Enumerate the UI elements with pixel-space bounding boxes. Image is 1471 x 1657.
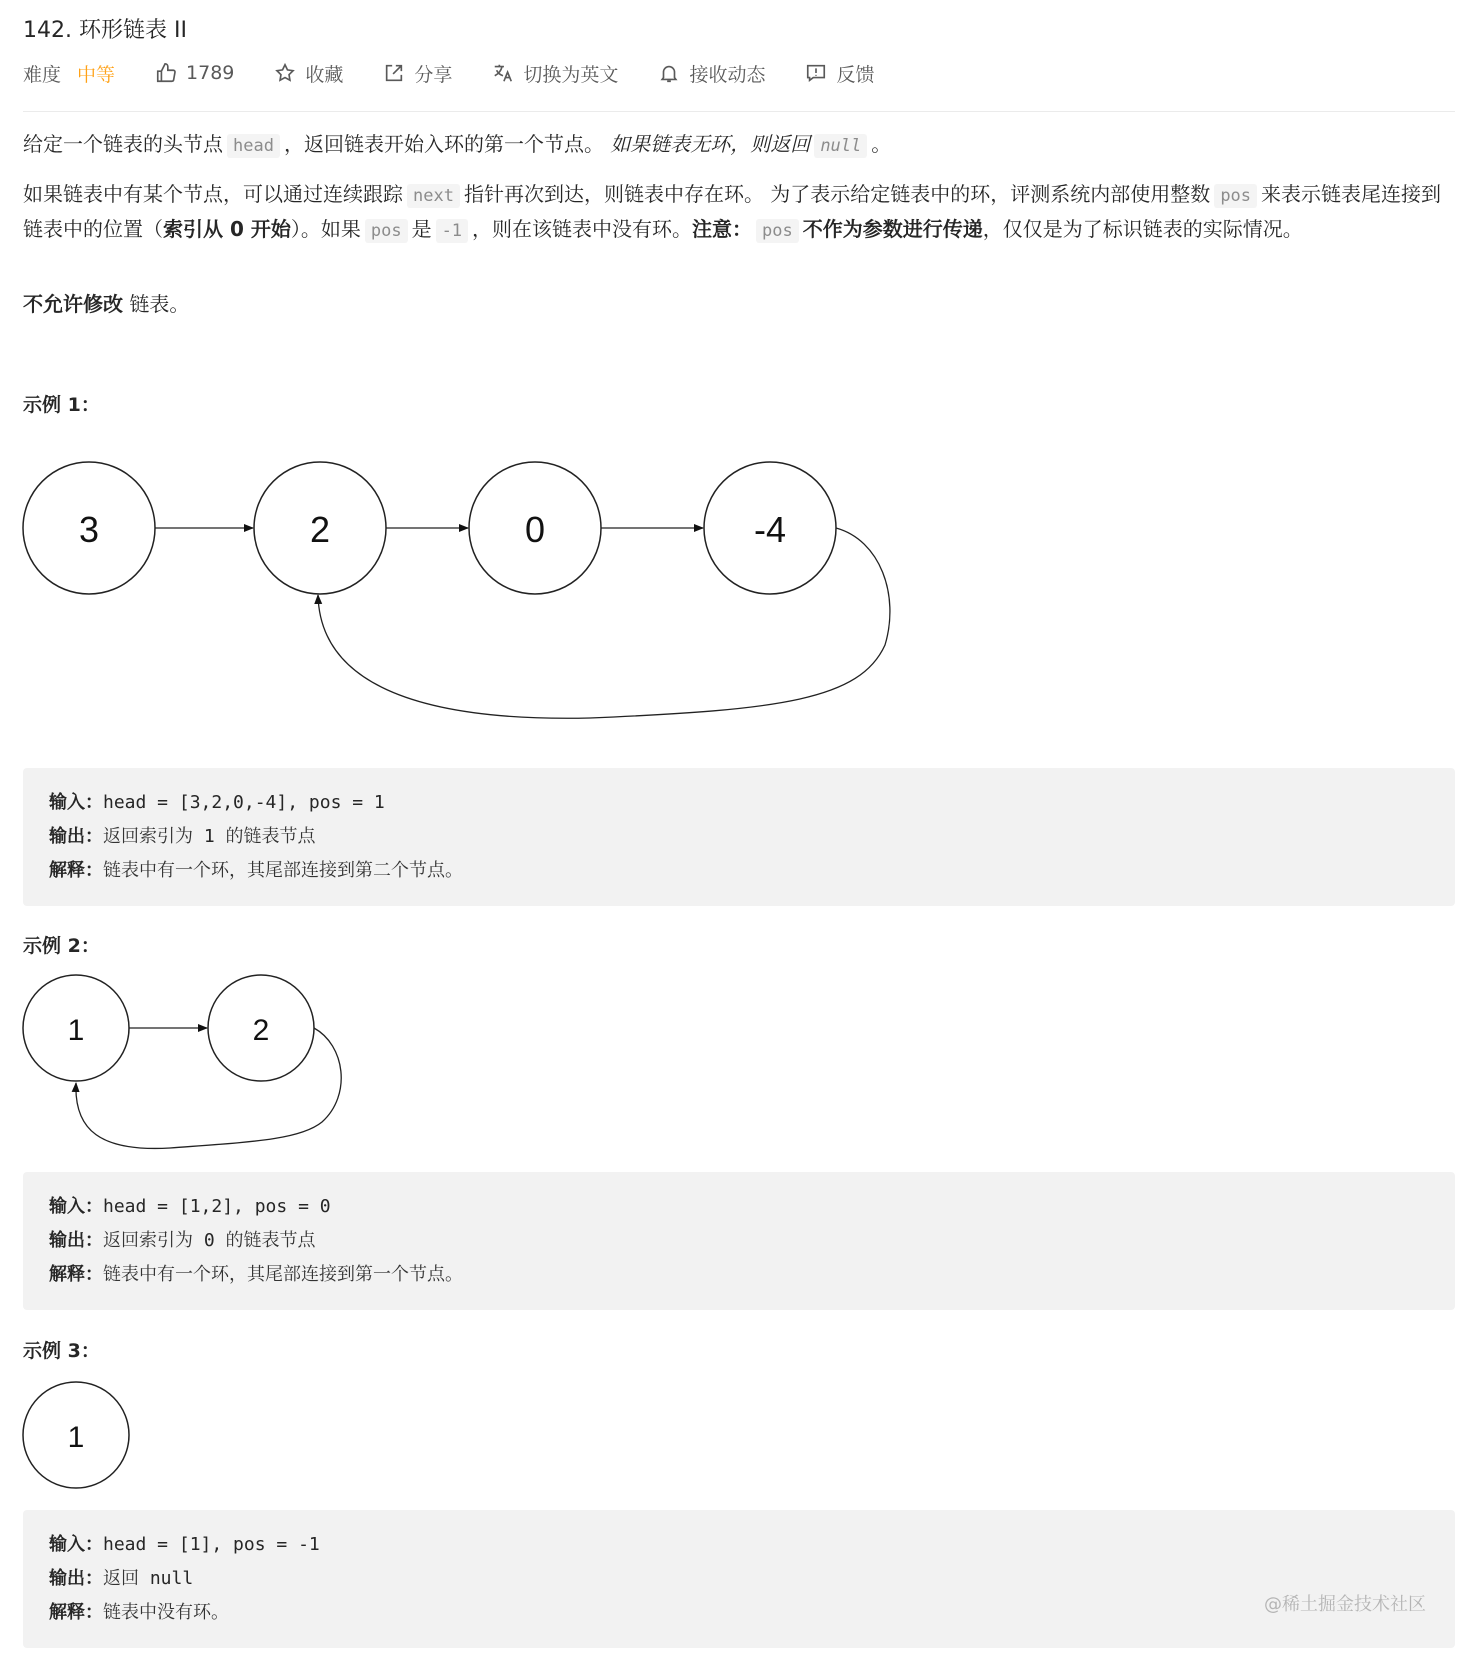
example-1-diagram [0, 430, 900, 720]
input-value: head = [3,2,0,-4], pos = 1 [103, 792, 385, 813]
bell-icon [658, 62, 680, 84]
output-label: 输出： [49, 826, 103, 847]
star-icon [274, 62, 296, 84]
favorite-label: 收藏 [305, 63, 344, 86]
node-value: 1 [67, 1014, 85, 1047]
example-explain-line [49, 1596, 1429, 1630]
like-count: 1789 [186, 62, 235, 84]
example-3-title: 示例 3： [23, 1340, 100, 1362]
input-value: head = [1], pos = -1 [103, 1534, 320, 1555]
switch-language-label: 切换为英文 [523, 63, 619, 86]
input-label: 输入： [49, 1196, 103, 1217]
example-1-code-block [23, 768, 1455, 906]
desc-text: 指针再次到达，则链表中存在环。 为了表示给定链表中的环，评测系统内部使用整数 [463, 182, 1211, 206]
desc-text: 来表示链表尾连接到链表中的位置（ [23, 182, 1442, 241]
favorite-button[interactable] [274, 60, 343, 87]
desc-text: 是 [411, 217, 432, 241]
output-text: 返回 [103, 1568, 139, 1589]
example-output-line [49, 820, 1429, 854]
problem-toolbar [23, 58, 914, 88]
feedback-icon [805, 62, 827, 84]
input-value: head = [1,2], pos = 0 [103, 1196, 331, 1217]
explain-text: 链表中没有环。 [103, 1602, 229, 1623]
difficulty [23, 60, 115, 87]
desc-bold: 注意： [692, 217, 753, 241]
node-value: 2 [309, 509, 331, 550]
output-code: 0 [193, 1230, 226, 1251]
explain-text: 链表中有一个环，其尾部连接到第一个节点。 [103, 1264, 463, 1285]
switch-language-button[interactable] [492, 60, 618, 87]
notify-label: 接收动态 [689, 63, 766, 86]
node-value: -4 [753, 509, 787, 550]
output-label: 输出： [49, 1230, 103, 1251]
explain-label: 解释： [49, 860, 103, 881]
share-icon [383, 62, 405, 84]
code-pos: pos [756, 219, 799, 243]
explain-text: 链表中有一个环，其尾部连接到第二个节点。 [103, 860, 463, 881]
thumbs-up-icon [155, 62, 177, 84]
desc-bold: 不允许修改 [23, 292, 123, 316]
translate-icon [492, 62, 514, 84]
output-label: 输出： [49, 1568, 103, 1589]
example-3-code-block [23, 1510, 1455, 1648]
desc-bold: 不作为参数进行传递 [802, 217, 983, 241]
feedback-label: 反馈 [836, 63, 875, 86]
desc-text: 链表。 [123, 292, 190, 316]
code-head: head [227, 134, 280, 158]
output-text: 返回索引为 [103, 1230, 193, 1251]
desc-text: ）。如果 [290, 217, 361, 241]
node-value: 1 [67, 1421, 85, 1454]
explain-label: 解释： [49, 1264, 103, 1285]
example-2-diagram [0, 970, 380, 1160]
description-paragraph-3 [23, 288, 1455, 321]
input-label: 输入： [49, 792, 103, 813]
problem-title: 142. 环形链表 II [23, 18, 187, 43]
code-pos: pos [1214, 184, 1257, 208]
output-text: 的链表节点 [225, 1230, 316, 1251]
like-button[interactable] [155, 62, 234, 84]
desc-text: ，则在该链表中没有环。 [472, 217, 693, 241]
desc-bold: 索引从 0 开始 [163, 217, 291, 241]
example-input-line [49, 786, 1429, 820]
node-value: 0 [524, 509, 546, 550]
example-input-line [49, 1190, 1429, 1224]
code-minus-one: -1 [436, 219, 468, 243]
desc-text: 如果链表中有某个节点，可以通过连续跟踪 [23, 182, 403, 206]
difficulty-value: 中等 [77, 63, 116, 86]
description-paragraph-2 [23, 178, 1455, 248]
example-explain-line [49, 1258, 1429, 1292]
example-2-code-block [23, 1172, 1455, 1310]
code-pos: pos [365, 219, 408, 243]
code-next: next [407, 184, 460, 208]
header-divider [23, 111, 1455, 112]
output-code: 1 [193, 826, 226, 847]
share-button[interactable] [383, 60, 452, 87]
code-null: null [814, 134, 867, 158]
input-label: 输入： [49, 1534, 103, 1555]
desc-italic: 如果链表无环，则返回 [610, 132, 811, 156]
node-value: 3 [78, 509, 100, 550]
output-text: 返回索引为 [103, 826, 193, 847]
example-explain-line [49, 854, 1429, 888]
example-input-line [49, 1528, 1429, 1562]
difficulty-label: 难度 [23, 63, 62, 86]
output-code: null [139, 1568, 194, 1589]
example-3-diagram [0, 1378, 160, 1498]
desc-text: ，返回链表开始入环的第一个节点。 [283, 132, 604, 156]
notify-button[interactable] [658, 60, 765, 87]
example-1-title: 示例 1： [23, 394, 100, 416]
desc-text: 给定一个链表的头节点 [23, 132, 223, 156]
example-output-line [49, 1562, 1429, 1596]
description-paragraph-1 [23, 128, 1455, 163]
example-2-title: 示例 2： [23, 935, 100, 957]
desc-text: 。 [871, 132, 892, 156]
share-label: 分享 [414, 63, 453, 86]
watermark: @稀土掘金技术社区 [1264, 1594, 1426, 1615]
node-value: 2 [252, 1014, 270, 1047]
explain-label: 解释： [49, 1602, 103, 1623]
feedback-button[interactable] [805, 60, 874, 87]
example-output-line [49, 1224, 1429, 1258]
output-text: 的链表节点 [225, 826, 316, 847]
desc-text: ，仅仅是为了标识链表的实际情况。 [982, 217, 1303, 241]
